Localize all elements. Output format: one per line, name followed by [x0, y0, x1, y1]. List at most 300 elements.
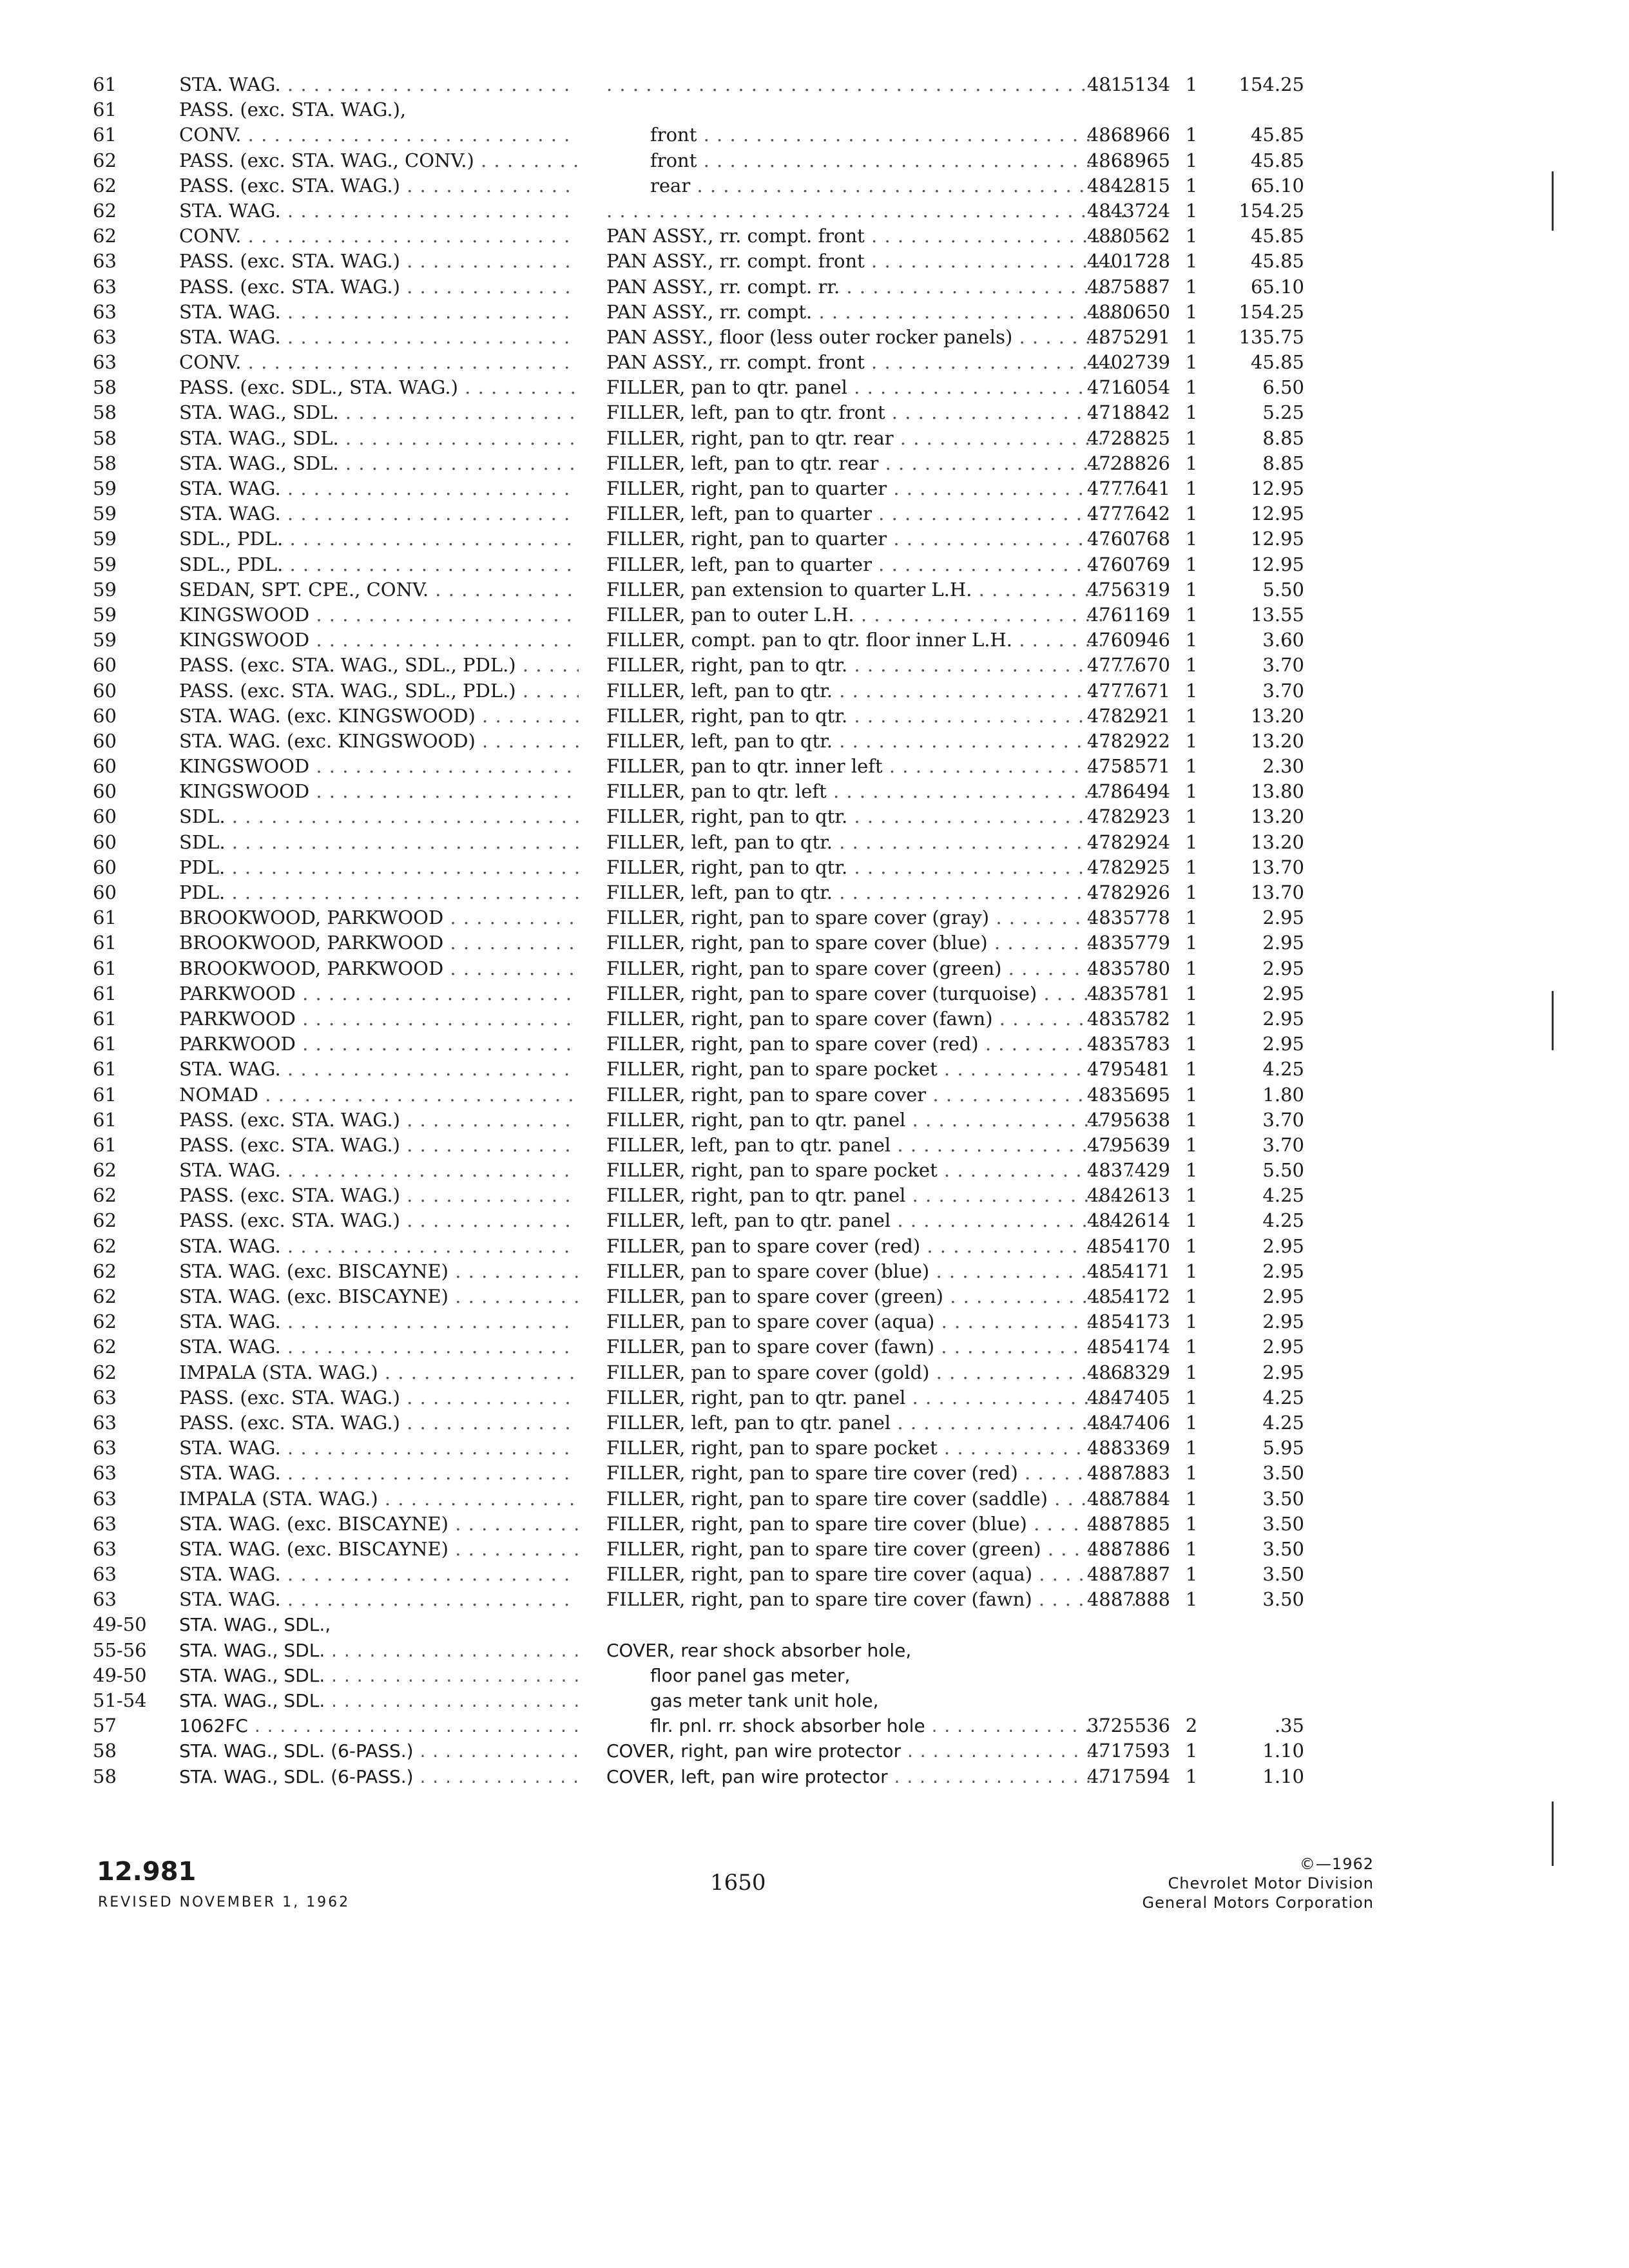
part-number: 4854174: [1086, 1336, 1170, 1358]
part-description: FILLER, pan to qtr. panel . . .: [606, 375, 1135, 400]
model-name: STA. WAG., SDL.,: [179, 1614, 331, 1636]
list-price: 2.95: [1262, 1361, 1304, 1383]
model-name: PASS. (exc. STA. WAG.) . . .: [179, 173, 579, 198]
model-year: 63: [93, 1437, 117, 1459]
table-row: [93, 274, 1394, 300]
model-name: KINGSWOOD . . .: [179, 628, 579, 653]
quantity: 1: [1185, 704, 1198, 727]
table-row: [93, 930, 1394, 956]
part-number: 4837429: [1086, 1159, 1170, 1182]
table-row: [93, 325, 1394, 350]
division: Chevrolet Motor Division: [1168, 1874, 1374, 1892]
part-description: PAN ASSY., rr. compt. rr. . . .: [606, 274, 1135, 300]
quantity: 1: [1185, 1336, 1198, 1358]
model-year: 62: [93, 174, 117, 197]
quantity: 1: [1185, 982, 1198, 1004]
model-year: 62: [93, 1311, 117, 1333]
part-description: FILLER, left, pan to qtr. panel . . .: [606, 1410, 1135, 1436]
model-name: STA. WAG. . . .: [179, 1334, 579, 1360]
quantity: 1: [1185, 654, 1198, 677]
model-year: 59: [93, 528, 117, 550]
model-name: STA. WAG., SDL. . . .: [179, 1688, 579, 1713]
list-price: 3.50: [1262, 1588, 1304, 1611]
table-row: [93, 981, 1394, 1006]
part-number: 4728826: [1086, 452, 1170, 474]
list-price: 1.80: [1262, 1083, 1304, 1106]
table-row: [93, 501, 1394, 526]
model-year: 58: [93, 1765, 117, 1787]
part-description: FILLER, right, pan to qtr. panel . . .: [606, 1385, 1135, 1410]
model-name: STA. WAG. (exc. KINGSWOOD) . . .: [179, 704, 579, 729]
part-description: FILLER, pan to spare cover (green) . . .: [606, 1284, 1135, 1309]
model-name: KINGSWOOD . . .: [179, 754, 579, 779]
model-name: STA. WAG. . . .: [179, 1562, 579, 1587]
quantity: 1: [1185, 1361, 1198, 1383]
model-year: 61: [93, 124, 117, 146]
table-row: [93, 1688, 1394, 1713]
list-price: 1.10: [1262, 1740, 1304, 1762]
quantity: 1: [1185, 603, 1198, 626]
section-number: 12.981: [97, 1857, 197, 1887]
part-number: 4835779: [1086, 932, 1170, 954]
part-description: FILLER, right, pan to quarter . . .: [606, 476, 1135, 501]
part-description: [606, 72, 1135, 97]
model-name: STA. WAG., SDL. . . .: [179, 400, 579, 425]
list-price: 45.85: [1250, 351, 1304, 374]
model-year: 59: [93, 477, 117, 499]
model-name: BROOKWOOD, PARKWOOD . . .: [179, 930, 579, 956]
part-description: FILLER, right, pan to qtr. . . .: [606, 855, 1135, 880]
table-row: [93, 779, 1394, 804]
part-number: 4760768: [1086, 528, 1170, 550]
part-description: FILLER, right, pan to spare tire cover (fawn) . . .: [606, 1587, 1135, 1612]
list-price: 13.70: [1250, 881, 1304, 903]
part-number: 4782924: [1086, 831, 1170, 853]
quantity: 1: [1185, 477, 1198, 499]
model-year: 61: [93, 1033, 117, 1055]
model-year: 63: [93, 275, 117, 298]
part-number: 4875887: [1086, 275, 1170, 298]
part-description: COVER, left, pan wire protector . . .: [606, 1764, 1135, 1789]
list-price: 12.95: [1250, 477, 1304, 499]
table-row: [93, 1133, 1394, 1158]
table-row: [93, 1057, 1394, 1082]
part-description: FILLER, left, pan to qtr. panel . . .: [606, 1208, 1135, 1233]
list-price: 5.50: [1262, 578, 1304, 601]
list-price: 3.60: [1262, 629, 1304, 651]
part-description: PAN ASSY., rr. compt. front . . .: [606, 224, 1135, 249]
model-name: STA. WAG., SDL. . . .: [179, 426, 579, 451]
part-number: 4842815: [1086, 174, 1170, 197]
model-name: STA. WAG. (exc. BISCAYNE) . . .: [179, 1284, 579, 1309]
part-description: FILLER, right, pan to spare cover (turquoise) . . .: [606, 981, 1135, 1006]
model-name: STA. WAG. (exc. BISCAYNE) . . .: [179, 1259, 579, 1284]
quantity: 1: [1185, 729, 1198, 752]
part-description: FILLER, pan to spare cover (fawn) . . .: [606, 1334, 1135, 1360]
revision-bar: [1552, 1802, 1554, 1866]
part-number: 3725536: [1086, 1715, 1170, 1737]
quantity: 1: [1185, 780, 1198, 803]
model-name: STA. WAG. . . .: [179, 501, 579, 526]
quantity: 1: [1185, 932, 1198, 954]
model-name: PASS. (exc. STA. WAG., SDL., PDL.) . . .: [179, 653, 579, 678]
model-year: 57: [93, 1715, 117, 1737]
quantity: 1: [1185, 149, 1198, 171]
model-name: PASS. (exc. STA. WAG.) . . .: [179, 1208, 579, 1233]
part-number: 4760946: [1086, 629, 1170, 651]
part-description: FILLER, right, pan to qtr. rear . . .: [606, 426, 1135, 451]
part-description: FILLER, right, pan to qtr. . . .: [606, 804, 1135, 829]
model-name: BROOKWOOD, PARKWOOD . . .: [179, 905, 579, 930]
model-name: 1062FC . . .: [179, 1713, 579, 1738]
quantity: 1: [1185, 124, 1198, 146]
quantity: 1: [1185, 553, 1198, 575]
parts-catalog-table: [93, 72, 1394, 1789]
part-description: FILLER, pan to qtr. left . . .: [606, 779, 1135, 804]
part-number: 4887887: [1086, 1563, 1170, 1586]
quantity: 1: [1185, 275, 1198, 298]
model-year: 61: [93, 957, 117, 979]
part-description: FILLER, right, pan to spare tire cover (red) . . .: [606, 1461, 1135, 1486]
list-price: 13.70: [1250, 856, 1304, 878]
quantity: 1: [1185, 1765, 1198, 1787]
model-year: 61: [93, 1133, 117, 1156]
model-name: STA. WAG., SDL. . . .: [179, 1638, 579, 1663]
part-number: 4868329: [1086, 1361, 1170, 1383]
quantity: 1: [1185, 174, 1198, 197]
table-row: [93, 956, 1394, 981]
part-number: 4782926: [1086, 881, 1170, 903]
part-description: flr. pnl. rr. shock absorber hole . . .: [606, 1713, 1135, 1738]
quantity: 1: [1185, 679, 1198, 702]
part-description: FILLER, right, pan to qtr. panel . . .: [606, 1108, 1135, 1133]
model-name: STA. WAG. . . .: [179, 198, 579, 224]
table-row: [93, 653, 1394, 678]
model-year: 62: [93, 1184, 117, 1207]
part-number: 4887885: [1086, 1512, 1170, 1535]
table-row: [93, 1537, 1394, 1562]
quantity: 1: [1185, 1235, 1198, 1257]
table-row: [93, 476, 1394, 501]
part-description: FILLER, right, pan to spare tire cover (aqua) . . .: [606, 1562, 1135, 1587]
part-number: 4402739: [1086, 351, 1170, 374]
part-description: PAN ASSY., floor (less outer rocker panels) . . .: [606, 325, 1135, 350]
part-description: front . . .: [606, 148, 1135, 173]
model-year: 59: [93, 578, 117, 601]
list-price: 2.95: [1262, 1033, 1304, 1055]
model-year: 60: [93, 831, 117, 853]
list-price: 3.50: [1262, 1563, 1304, 1586]
model-name: SDL. . . .: [179, 830, 579, 855]
part-description: FILLER, right, pan to spare cover . . .: [606, 1082, 1135, 1108]
model-name: STA. WAG. . . .: [179, 1587, 579, 1612]
part-number: 4777642: [1086, 503, 1170, 525]
model-name: STA. WAG. . . .: [179, 300, 579, 325]
list-price: 3.70: [1262, 1108, 1304, 1131]
list-price: 45.85: [1250, 250, 1304, 273]
part-number: 4854172: [1086, 1285, 1170, 1307]
part-description: FILLER, right, pan to spare tire cover (blue) . . .: [606, 1512, 1135, 1537]
list-price: 2.95: [1262, 982, 1304, 1004]
table-row: [93, 72, 1394, 97]
quantity: 1: [1185, 1058, 1198, 1081]
revision-bar: [1552, 171, 1554, 231]
part-number: 4835695: [1086, 1083, 1170, 1106]
model-year: 60: [93, 881, 117, 903]
part-number: 4761169: [1086, 603, 1170, 626]
part-number: 4847405: [1086, 1386, 1170, 1408]
part-number: 4835783: [1086, 1033, 1170, 1055]
quantity: 1: [1185, 250, 1198, 273]
model-year: 60: [93, 654, 117, 677]
quantity: 1: [1185, 528, 1198, 550]
table-row: [93, 1208, 1394, 1233]
part-description: FILLER, right, pan to qtr. panel . . .: [606, 1183, 1135, 1208]
table-row: [93, 1032, 1394, 1057]
table-row: [93, 148, 1394, 173]
part-number: 4815134: [1086, 73, 1170, 95]
quantity: 1: [1185, 503, 1198, 525]
quantity: 1: [1185, 1083, 1198, 1106]
quantity: 1: [1185, 452, 1198, 474]
model-year: 61: [93, 1058, 117, 1081]
part-number: 4887886: [1086, 1537, 1170, 1560]
part-number: 4401728: [1086, 250, 1170, 273]
revision-date: REVISED NOVEMBER 1, 1962: [98, 1894, 351, 1910]
part-description: FILLER, right, pan to spare cover (gray) . . .: [606, 905, 1135, 930]
part-number: 4782923: [1086, 805, 1170, 828]
model-name: PARKWOOD . . .: [179, 1032, 579, 1057]
list-price: 4.25: [1262, 1386, 1304, 1408]
part-number: 4718842: [1086, 401, 1170, 424]
table-row: [93, 1638, 1394, 1663]
part-number: 4875291: [1086, 325, 1170, 348]
quantity: 1: [1185, 73, 1198, 95]
list-price: .35: [1274, 1715, 1304, 1737]
part-number: 4868965: [1086, 149, 1170, 171]
part-number: 4777641: [1086, 477, 1170, 499]
model-year: 63: [93, 1411, 117, 1434]
model-name: STA. WAG. . . .: [179, 72, 579, 97]
model-year: 62: [93, 1260, 117, 1282]
model-year: 62: [93, 1361, 117, 1383]
quantity: 1: [1185, 1487, 1198, 1510]
quantity: 1: [1185, 1260, 1198, 1282]
part-description: PAN ASSY., rr. compt. front . . .: [606, 350, 1135, 375]
part-description: front . . .: [606, 122, 1135, 148]
model-year: 62: [93, 1209, 117, 1232]
table-row: [93, 350, 1394, 375]
model-year: 58: [93, 376, 117, 399]
part-description: FILLER, right, pan to spare tire cover (saddle) . . .: [606, 1486, 1135, 1512]
part-number: 4847406: [1086, 1411, 1170, 1434]
model-year: 61: [93, 907, 117, 929]
model-name: PASS. (exc. STA. WAG.) . . .: [179, 1183, 579, 1208]
part-number: 4842614: [1086, 1209, 1170, 1232]
model-year: 62: [93, 1235, 117, 1257]
list-price: 12.95: [1250, 553, 1304, 575]
table-row: [93, 754, 1394, 779]
model-year: 63: [93, 351, 117, 374]
quantity: 1: [1185, 1537, 1198, 1560]
model-name: STA. WAG. . . .: [179, 1158, 579, 1183]
table-row: [93, 880, 1394, 905]
part-description: FILLER, left, pan to qtr. front . . .: [606, 400, 1135, 425]
table-row: [93, 97, 1394, 122]
table-row: [93, 1562, 1394, 1587]
part-description: FILLER, pan to spare cover (aqua) . . .: [606, 1309, 1135, 1334]
model-name: IMPALA (STA. WAG.) . . .: [179, 1486, 579, 1512]
part-description: [606, 198, 1135, 224]
quantity: 1: [1185, 401, 1198, 424]
quantity: 2: [1185, 1715, 1198, 1737]
model-name: PASS. (exc. STA. WAG., SDL., PDL.) . . .: [179, 678, 579, 704]
model-name: PASS. (exc. STA. WAG.) . . .: [179, 274, 579, 300]
table-row: [93, 577, 1394, 602]
list-price: 154.25: [1239, 73, 1304, 95]
table-row: [93, 1082, 1394, 1108]
list-price: 4.25: [1262, 1184, 1304, 1207]
model-name: KINGSWOOD . . .: [179, 779, 579, 804]
model-year: 58: [93, 401, 117, 424]
part-number: 4777671: [1086, 679, 1170, 702]
model-name: SEDAN, SPT. CPE., CONV. . . .: [179, 577, 579, 602]
table-row: [93, 122, 1394, 148]
list-price: 65.10: [1250, 174, 1304, 197]
part-description: FILLER, left, pan to qtr. rear . . .: [606, 451, 1135, 476]
table-row: [93, 855, 1394, 880]
quantity: 1: [1185, 1159, 1198, 1182]
list-price: 45.85: [1250, 149, 1304, 171]
table-row: [93, 552, 1394, 577]
part-description: FILLER, left, pan to qtr. panel . . .: [606, 1133, 1135, 1158]
part-number: 4728825: [1086, 427, 1170, 449]
table-row: [93, 173, 1394, 198]
model-year: 62: [93, 1285, 117, 1307]
list-price: 2.95: [1262, 1007, 1304, 1030]
table-row: [93, 1183, 1394, 1208]
quantity: 1: [1185, 1437, 1198, 1459]
part-description: rear . . .: [606, 173, 1135, 198]
list-price: 8.85: [1262, 427, 1304, 449]
list-price: 3.50: [1262, 1537, 1304, 1560]
part-number: 4786494: [1086, 780, 1170, 803]
part-description: FILLER, pan to spare cover (gold) . . .: [606, 1360, 1135, 1385]
model-year: 63: [93, 250, 117, 273]
list-price: 2.30: [1262, 755, 1304, 778]
part-number: 4782921: [1086, 704, 1170, 727]
part-number: 4758571: [1086, 755, 1170, 778]
list-price: 3.50: [1262, 1512, 1304, 1535]
model-year: 63: [93, 1537, 117, 1560]
model-name: STA. WAG. (exc. BISCAYNE) . . .: [179, 1512, 579, 1537]
model-name: STA. WAG. . . .: [179, 1436, 579, 1461]
part-description: FILLER, left, pan to quarter . . .: [606, 552, 1135, 577]
table-row: [93, 1284, 1394, 1309]
model-name: STA. WAG. . . .: [179, 1057, 579, 1082]
quantity: 1: [1185, 1588, 1198, 1611]
model-year: 62: [93, 149, 117, 171]
model-year: 61: [93, 1007, 117, 1030]
model-year: 61: [93, 1083, 117, 1106]
list-price: 45.85: [1250, 124, 1304, 146]
part-description: PAN ASSY., rr. compt. front . . .: [606, 249, 1135, 274]
model-name: IMPALA (STA. WAG.) . . .: [179, 1360, 579, 1385]
model-year: 63: [93, 1563, 117, 1586]
table-row: [93, 1259, 1394, 1284]
model-year: 59: [93, 603, 117, 626]
table-row: [93, 224, 1394, 249]
part-number: 4795638: [1086, 1108, 1170, 1131]
model-year: 49-50: [93, 1613, 147, 1636]
quantity: 1: [1185, 351, 1198, 374]
table-row: [93, 526, 1394, 552]
part-description: FILLER, pan extension to quarter L.H. . . .: [606, 577, 1135, 602]
quantity: 1: [1185, 856, 1198, 878]
table-row: [93, 426, 1394, 451]
model-name: STA. WAG. (exc. KINGSWOOD) . . .: [179, 729, 579, 754]
revision-bar: [1552, 991, 1554, 1050]
table-row: [93, 1512, 1394, 1537]
quantity: 1: [1185, 1285, 1198, 1307]
model-year: 60: [93, 704, 117, 727]
quantity: 1: [1185, 300, 1198, 323]
model-year: 63: [93, 1512, 117, 1535]
part-number: 4717593: [1086, 1740, 1170, 1762]
model-name: STA. WAG. . . .: [179, 1309, 579, 1334]
part-description: FILLER, compt. pan to qtr. floor inner L.H. . . .: [606, 628, 1135, 653]
table-row: [93, 628, 1394, 653]
model-year: 59: [93, 629, 117, 651]
quantity: 1: [1185, 427, 1198, 449]
part-description: COVER, rear shock absorber hole,: [606, 1639, 912, 1661]
model-name: SDL. . . .: [179, 804, 579, 829]
quantity: 1: [1185, 325, 1198, 348]
list-price: 13.55: [1250, 603, 1304, 626]
part-description: FILLER, right, pan to spare cover (red) . . .: [606, 1032, 1135, 1057]
part-number: 4887888: [1086, 1588, 1170, 1611]
part-description: FILLER, pan to spare cover (red) . . .: [606, 1234, 1135, 1259]
quantity: 1: [1185, 376, 1198, 399]
list-price: 5.50: [1262, 1159, 1304, 1182]
part-description: PAN ASSY., rr. compt. . . .: [606, 300, 1135, 325]
list-price: 13.20: [1250, 704, 1304, 727]
list-price: 154.25: [1239, 300, 1304, 323]
model-year: 63: [93, 1487, 117, 1510]
list-price: 65.10: [1250, 275, 1304, 298]
table-row: [93, 1334, 1394, 1360]
part-number: 4717594: [1086, 1765, 1170, 1787]
model-name: BROOKWOOD, PARKWOOD . . .: [179, 956, 579, 981]
model-year: 59: [93, 503, 117, 525]
list-price: 13.20: [1250, 729, 1304, 752]
quantity: 1: [1185, 1512, 1198, 1535]
model-name: SDL., PDL. . . .: [179, 526, 579, 552]
model-name: PASS. (exc. SDL., STA. WAG.) . . .: [179, 375, 579, 400]
part-description: gas meter tank unit hole,: [650, 1690, 879, 1711]
copyright: ©—1962: [1299, 1855, 1374, 1873]
model-year: 49-50: [93, 1664, 147, 1686]
part-description: FILLER, right, pan to qtr. . . .: [606, 704, 1135, 729]
list-price: 4.25: [1262, 1209, 1304, 1232]
part-description: FILLER, left, pan to qtr. . . .: [606, 830, 1135, 855]
model-name: STA. WAG., SDL. (6-PASS.) . . .: [179, 1738, 579, 1763]
quantity: 1: [1185, 755, 1198, 778]
model-year: 61: [93, 99, 117, 121]
model-name: PASS. (exc. STA. WAG.) . . .: [179, 1410, 579, 1436]
model-year: 58: [93, 1740, 117, 1762]
quantity: 1: [1185, 1007, 1198, 1030]
